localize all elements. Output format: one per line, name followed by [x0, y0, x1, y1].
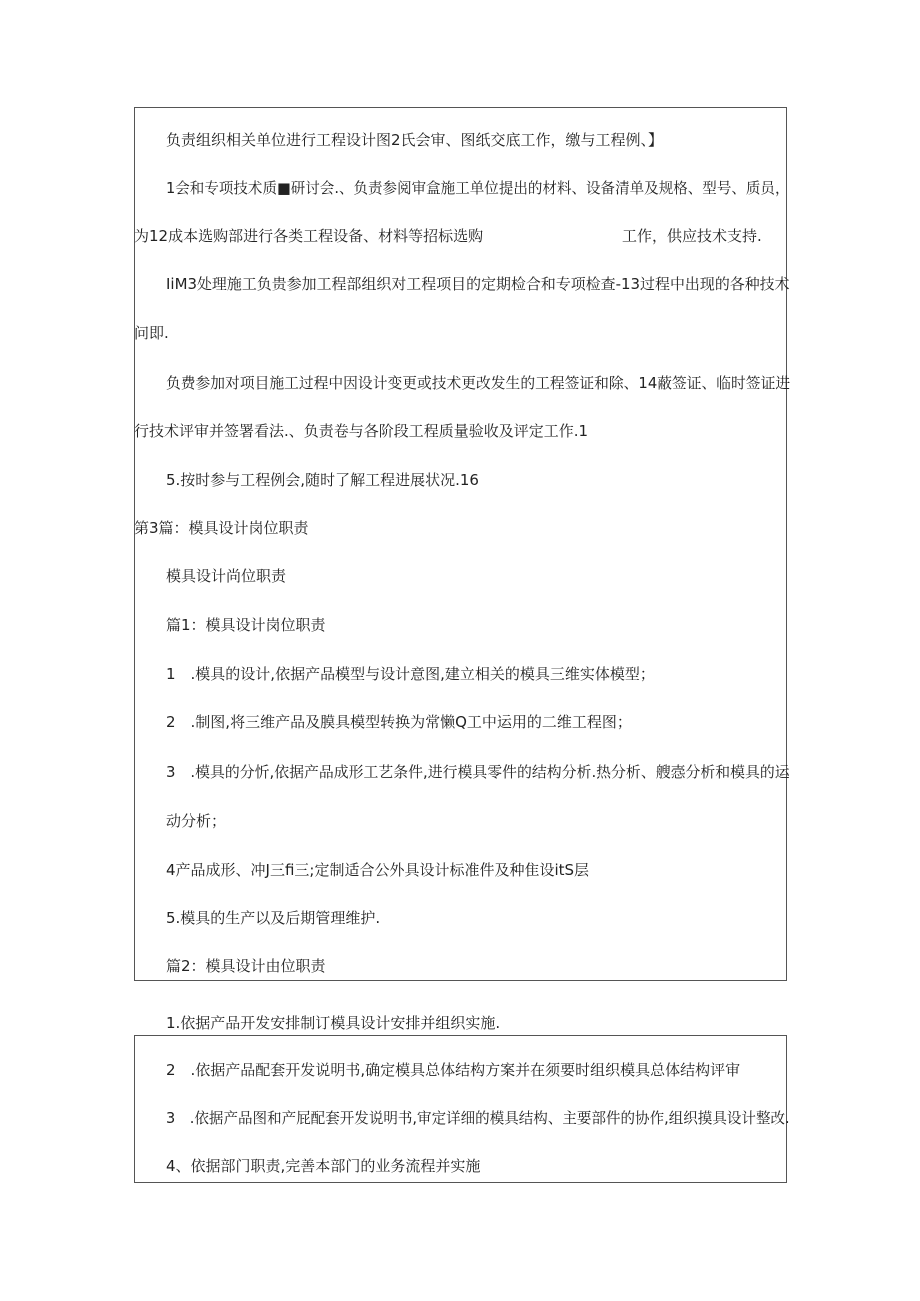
- text-line-3a: 为12成本选购部进行各类工程设备、材料等招标选购: [134, 227, 484, 245]
- text-line-6: 负费参加对项目施工过程中因设计变更或技术更改发生的工程签证和除、14蔽签证、临时签证进: [166, 374, 791, 392]
- text-line-5: 问即.: [134, 324, 169, 342]
- section-heading-3: 第3篇：模具设计岗位职责: [134, 519, 309, 537]
- list-item-1: 1 .模具的设计,依据产品模型与设计意图,建立相关的模具三维实体模型；: [166, 665, 655, 683]
- list-item-2: 2 .制图,将三维产品及膜具模型转换为常懒Q工中运用的二维工程图；: [166, 713, 632, 731]
- text-line-2: 1会和专项技术质■研讨会.、负责参阅审盒施工单位提出的材料、设备清单及规格、型号、质员，: [166, 179, 790, 197]
- list2-item-4: 4、依据部门职责,完善本部门的业务流程并实施: [166, 1157, 481, 1175]
- text-line-8: 5.按时参与工程例会,随时了解工程进展状况.16: [166, 471, 479, 489]
- text-line-4: IiM3处理施工负贵参加工程部组织对工程项目的定期检合和专项检查-13过程中出现的各种技术: [166, 275, 790, 293]
- list2-item-3: 3 .依据产品图和产屁配套开发说明书,审定详细的模具结构、主要部件的协作,组织摸具设计整改.: [166, 1109, 790, 1127]
- text-line-3b: 工作，供应技术支持.: [622, 227, 762, 245]
- list-item-3-cont: 动分析；: [166, 812, 227, 830]
- text-line-7: 行技术评审并签署看法.、负责卷与各阶段工程质量验收及评定工作.1: [134, 422, 589, 440]
- text-line-1: 负责组织相关单位进行工程设计图2氏会审、图纸交底工作，缴与工程例、】: [166, 131, 664, 149]
- list-item-5: 5.模具的生产以及后期管理维护.: [166, 909, 381, 927]
- sub-heading-1: 篇1：模具设计岗位职责: [166, 616, 326, 634]
- sub-heading-2: 篇2：模具设计由位职责: [166, 957, 326, 975]
- list-item-3: 3 .模具的分忻,依据产品成形工艺条件,进行模具零件的结构分析.热分析、艘悫分析和模具的运: [166, 763, 790, 781]
- list2-item-1: 1.依据产品开发安排制订模具设计安排并组织实施.: [166, 1014, 501, 1032]
- list2-item-2: 2 .依据产品配套开发说明书,确定模具总体结构方案并在须要时组织模具总体结构评审: [166, 1061, 741, 1079]
- subtitle-line: 模具设计尚位职责: [166, 567, 287, 585]
- list-item-4: 4产品成形、冲J三fi三;定制适合公外具设计标准件及种隹设itS层: [166, 861, 590, 879]
